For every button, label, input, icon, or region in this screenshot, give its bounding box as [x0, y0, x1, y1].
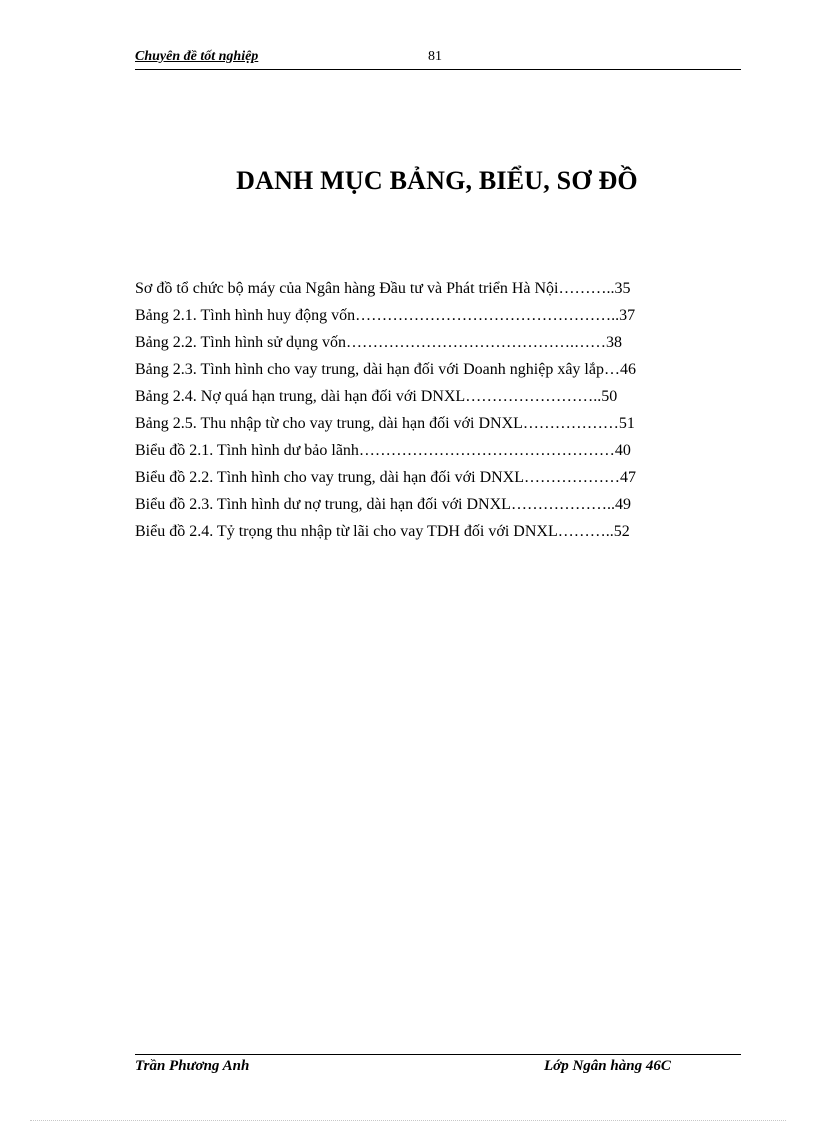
page-title: DANH MỤC BẢNG, BIỂU, SƠ ĐỒ: [236, 166, 638, 195]
footer-class: Lớp Ngân hàng 46C: [544, 1058, 671, 1074]
toc-entry-table-2-3: Bảng 2.3. Tình hình cho vay trung, dài hạn đối với Doanh nghiệp xây lắp…46: [135, 361, 636, 378]
toc-entry-chart-2-1: Biểu đồ 2.1. Tình hình dư bảo lãnh…………………………………………40: [135, 442, 631, 459]
toc-entry-table-2-4: Bảng 2.4. Nợ quá hạn trung, dài hạn đối với DNXL……………………..50: [135, 388, 618, 405]
toc-entry-table-2-1: Bảng 2.1. Tình hình huy động vốn…………………………………………..37: [135, 307, 636, 324]
page-footer: [135, 1054, 741, 1079]
footer-author: Trần Phương Anh: [135, 1058, 250, 1074]
toc-entry-chart-2-3: Biểu đồ 2.3. Tình hình dư nợ trung, dài hạn đối với DNXL………………..49: [135, 496, 631, 513]
toc-entry-chart-2-4: Biểu đồ 2.4. Tỷ trọng thu nhập từ lãi cho vay TDH đối với DNXL………..52: [135, 523, 630, 540]
toc-entry-chart-2-2: Biểu đồ 2.2. Tình hình cho vay trung, dài hạn đối với DNXL………………47: [135, 469, 637, 486]
toc-entry-table-2-2: Bảng 2.2. Tình hình sử dụng vốn…………………………………….……38: [135, 334, 623, 351]
header-title: Chuyên đề tốt nghiệp: [135, 49, 259, 64]
table-of-figures: [135, 275, 745, 545]
page-bottom-divider: [30, 1120, 786, 1121]
page-number: 81: [428, 49, 442, 64]
toc-entry-table-2-5: Bảng 2.5. Thu nhập từ cho vay trung, dài hạn đối với DNXL………………51: [135, 415, 635, 432]
page-header: [135, 49, 741, 70]
toc-entry-org-chart: Sơ đồ tổ chức bộ máy của Ngân hàng Đầu tư và Phát triển Hà Nội………..35: [135, 280, 631, 297]
